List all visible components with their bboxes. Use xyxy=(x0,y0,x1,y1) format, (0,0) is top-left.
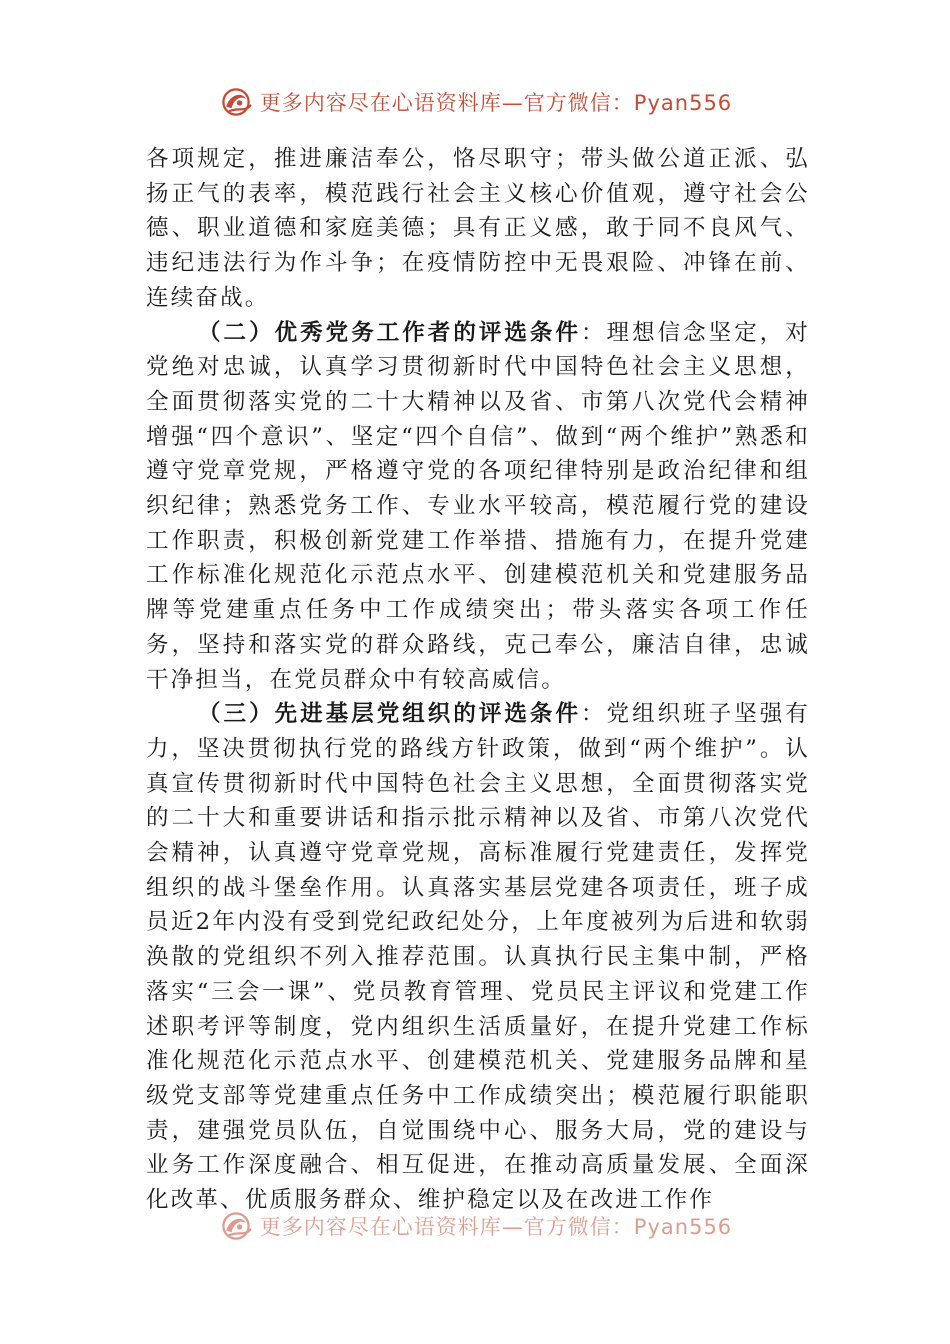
document-body xyxy=(146,142,810,1218)
paragraph-continued xyxy=(146,142,810,316)
watermark-text: 更多内容尽在心语资料库—官方微信：Pyan556 xyxy=(259,91,733,115)
paragraph-heading: （二）优秀党务工作者的评选条件 xyxy=(198,319,582,346)
watermark-text: 更多内容尽在心语资料库—官方微信：Pyan556 xyxy=(259,1215,733,1239)
watermark-footer xyxy=(0,1206,950,1246)
paragraph-body: ：理想信念坚定，对党绝对忠诚，认真学习贯彻新时代中国特色社会主义思想，全面贯彻落实党的二十大精神以及省、市第八次党代会精神增强“四个意识”、坚定“四个自信”、做到“两个维护”熟悉和遵守党章党规，严格遵守党的各项纪律特别是政治纪律和组织纪律；熟悉党务工作、专业水平较高，模范履行党的建设工作职责，积极创新党建工作举措、措施有力，在提升党建工作标准化规范化示范点水平、创建模范机关和党建服务品牌等党建重点任务中工作成绩突出；带头落实各项工作任务，坚持和落实党的群众路线，克己奉公，廉洁自律，忠诚干净担当，在党员群众中有较高威信。 xyxy=(146,319,810,693)
paragraph-outstanding-party-worker xyxy=(146,316,810,698)
watermark-header xyxy=(0,82,950,122)
paragraph-advanced-party-organization xyxy=(146,697,810,1218)
paragraph-body: 各项规定，推进廉洁奉公，恪尽职守；带头做公道正派、弘扬正气的表率，模范践行社会主义核心价值观，遵守社会公德、职业道德和家庭美德；具有正义感，敢于同不良风气、违纪违法行为作斗争；在疫情防控中无畏艰险、冲锋在前、连续奋战。 xyxy=(146,146,810,311)
brush-swirl-logo-icon xyxy=(218,1208,254,1244)
paragraph-body: ：党组织班子坚强有力，坚决贯彻执行党的路线方针政策，做到“两个维护”。认真宣传贯彻新时代中国特色社会主义思想，全面贯彻落实党的二十大和重要讲话和指示批示精神以及省、市第八次党代会精神，认真遵守党章党规，高标准履行党建责任，发挥党组织的战斗堡垒作用。认真落实基层党建各项责任，班子成员近2年内没有受到党纪政纪处分，上年度被列为后进和软弱涣散的党组织不列入推荐范围。认真执行民主集中制，严格落实“三会一课”、党员教育管理、党员民主评议和党建工作述职考评等制度，党内组织生活质量好，在提升党建工作标准化规范化示范点水平、创建模范机关、党建服务品牌和星级党支部等党建重点任务中工作成绩突出；模范履行职能职责，建强党员队伍，自觉围绕中心、服务大局，党的建设与业务工作深度融合、相互促进，在推动高质量发展、全面深化改革、优质服务群众、维护稳定以及在改进工作作 xyxy=(146,701,810,1214)
paragraph-heading: （三）先进基层党组织的评选条件 xyxy=(198,701,582,728)
brush-swirl-logo-icon xyxy=(218,84,254,120)
